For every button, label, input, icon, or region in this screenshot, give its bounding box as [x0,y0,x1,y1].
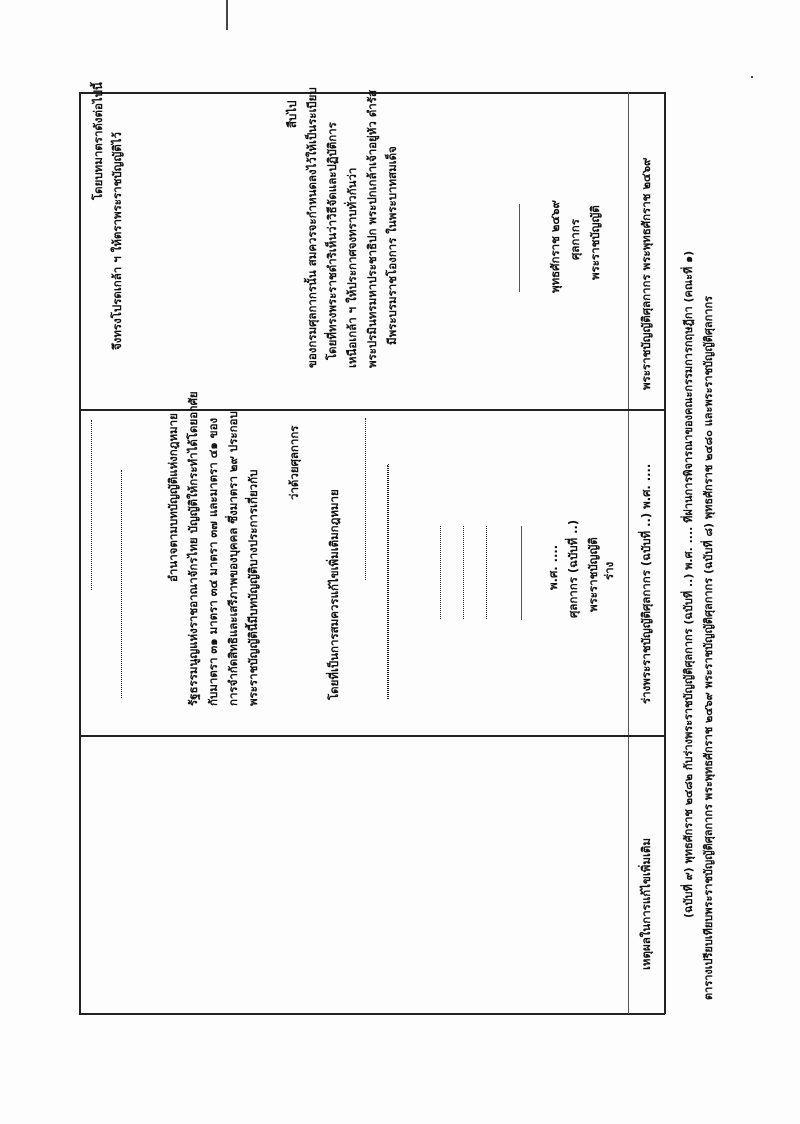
table-border-bottom [79,1013,665,1015]
scan-edge-mark [226,0,228,30]
draft-title-line-3: ศุลกากร (ฉบับที่ ..) [566,519,580,618]
document-title-line-2: (ฉบับที่ ๙) พุทธศักราช ๒๔๘๒ กับร่างพระราชบัญญัติศุลกากร (ฉบับที่ ..) พ.ศ. .... ที่ผ่านการพิจารณาของคณะกรรมการกฤษฎีกา (คณะที่ ๑) [682,250,695,918]
table-border-left [79,92,81,1014]
act-title-line-1: พระราชบัญญัติ [588,205,602,280]
rights-clause-line-2: การจำกัดสิทธิและเสรีภาพของบุคคล ซึ่งมาตรา ๒๙ ประกอบ [226,411,240,706]
column-divider-1 [79,409,665,411]
blank-line [486,526,487,619]
header-reason: เหตุผลในการแก้ไขเพิ่มเติม [639,838,653,970]
document-title-line-1: ตารางเปรียบเทียบพระราชบัญญัติศุลกากร พระพุทธศักราช ๒๔๖๙ พระราชบัญญัติศุลกากร (ฉบับที่ ๘) พุทธศักราช ๒๔๘๐ และพระราชบัญญัติศุลกากร [702,295,715,1000]
blank-line [365,418,366,580]
signature-line [519,204,520,292]
rights-clause-line-5: อำนาจตามบทบัญญัติแห่งกฎหมาย [166,413,180,582]
header-draft-act: ร่างพระราชบัญญัติศุลกากร (ฉบับที่ ..) พ.ศ. .... [639,463,653,704]
blank-line [463,526,464,619]
enactment-line-1: จึงทรงโปรดเกล้า ฯ ให้ตราพระราชบัญญัติไว้ [110,132,124,350]
enactment-line-2: โดยบทมาตราดังต่อไปนี้ [91,82,105,200]
scan-dot [751,76,753,78]
act-title-line-2: ศุลกากร [568,219,582,260]
reason-intro-line-1: โดยที่เป็นการสมควรแก้ไขเพิ่มเติมกฎหมาย [327,489,341,700]
blank-line [91,420,92,590]
blank-line [121,470,122,698]
preamble-line-5: ของกรมศุลกากรนั้น สมควรจะกำหนดลงไว้ให้เป็นระเบียบ [305,87,319,368]
rights-clause-line-3: กับมาตรา ๓๑ มาตรา ๓๔ มาตรา ๓๗ และมาตรา ๔๑ ของ [206,417,220,706]
header-current-act: พระราชบัญญัติศุลกากร พระพุทธศักราช ๒๔๖๙ [639,157,653,390]
preamble-line-6: สืบไป [285,100,299,128]
column-divider-2 [79,735,665,737]
preamble-line-4: โดยที่ทรงพระราชดำริเห็นว่าวิธีจัดและปฏิบัติการ [325,122,339,360]
draft-title-line-2: พระราชบัญญัติ [586,537,600,612]
blank-line [440,526,441,619]
header-divider [628,92,629,1014]
draft-title-line-4: พ.ศ. .... [546,544,560,590]
blank-line [388,464,389,699]
draft-signature-line [521,526,522,620]
table-border-right [664,92,666,1014]
reason-intro-line-2: ว่าด้วยศุลกากร [287,425,301,500]
rights-clause-line-4: รัฐธรรมนูญแห่งราชอาณาจักรไทย บัญญัติให้กระทำได้โดยอาศัย [186,391,200,706]
rights-clause-line-1: พระราชบัญญัตินี้มีบทบัญญัติบางประการเกี่ยวกับ [246,469,260,706]
draft-title-line-1: ร่าง [602,561,616,580]
preamble-line-1: มีพระบรมราชโองการ ในพระบาทสมเด็จ [385,146,399,345]
act-title-line-3: พุทธศักราช ๒๔๖๙ [548,200,562,293]
preamble-line-3: เหนือเกล้า ฯ ให้ประกาศจงทราบทั่วกันว่า [345,167,359,368]
preamble-line-2: พระปรมินทรมหาประชาธิปก พระปกเกล้าเจ้าอยู่หัว ดำรัส [365,90,379,368]
